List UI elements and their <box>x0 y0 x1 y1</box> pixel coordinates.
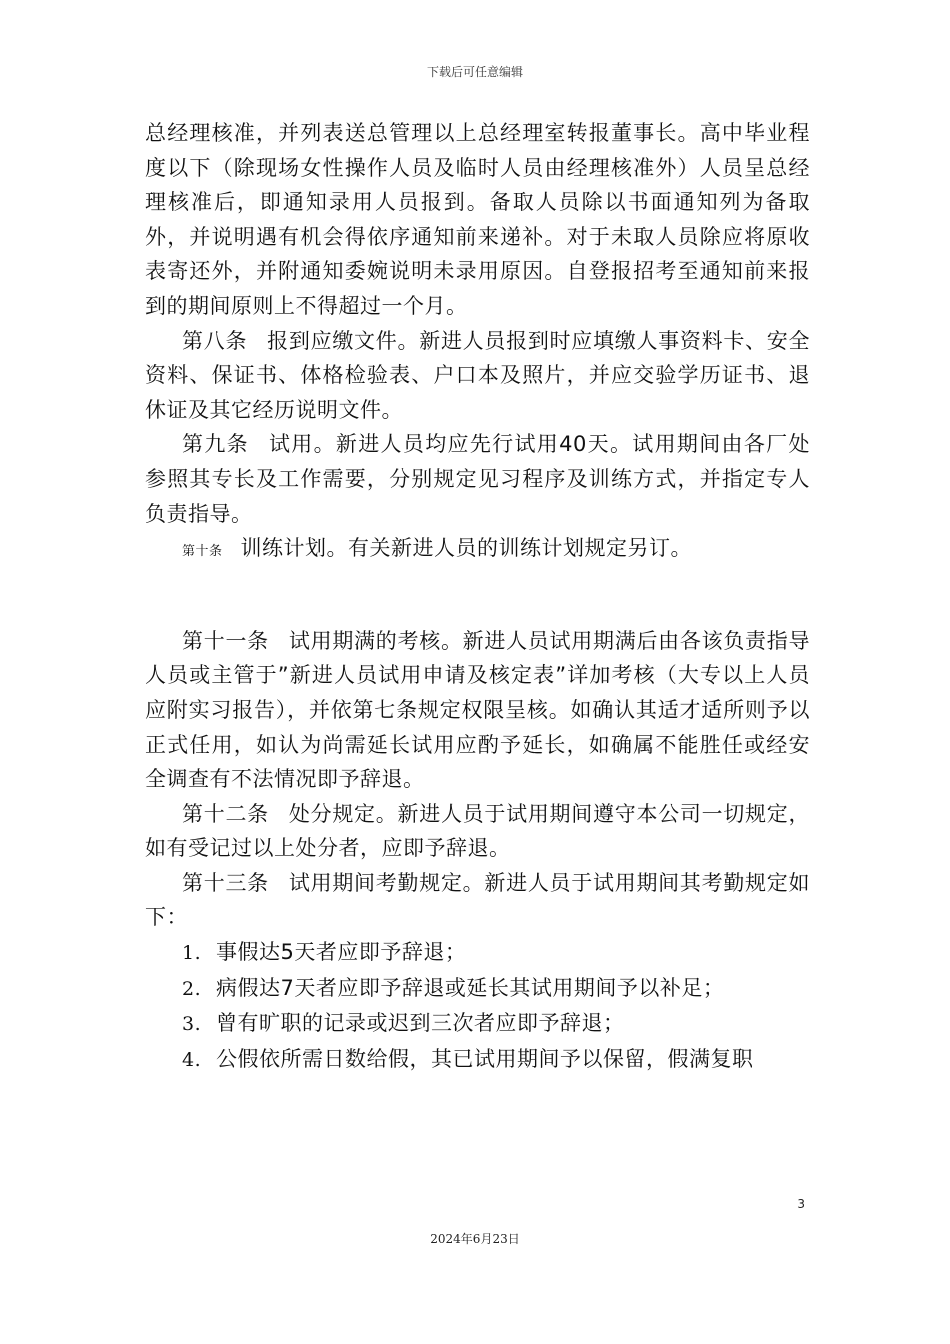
list-item-number: 2. <box>182 977 202 1000</box>
list-item-number: 3. <box>182 1013 202 1036</box>
document-body <box>145 116 810 1077</box>
footer-date: 2024年6月23日 <box>430 1232 520 1246</box>
list-item <box>145 935 810 971</box>
list-item-text: 公假依所需日数给假，其已试用期间予以保留，假满复职 <box>216 1046 754 1071</box>
article-9 <box>145 427 810 531</box>
article-12-label: 第十二条 <box>182 801 269 826</box>
article-13-label: 第十三条 <box>182 870 269 895</box>
article-8 <box>145 324 810 428</box>
article-11 <box>145 624 810 797</box>
paragraph-continuation: 总经理核准，并列表送总管理以上总经理室转报董事长。高中毕业程度以下（除现场女性操作人员及临时人员由经理核准外）人员呈总经理核准后，即通知录用人员报到。备取人员除以书面通知列为备取外，并说明遇有机会得依序通知前来递补。对于未取人员除应将原收表寄还外，并附通知委婉说明未录用原因。自登报招考至通知前来报到的期间原则上不得超过一个月。 <box>145 121 810 318</box>
article-12 <box>145 797 810 866</box>
list-item-text: 病假达7天者应即予辞退或延长其试用期间予以补足； <box>216 975 725 1000</box>
page-header: 下载后可任意编辑 <box>426 65 523 79</box>
article-9-label: 第九条 <box>182 432 249 457</box>
article-10-label: 第十条 <box>182 544 223 560</box>
list-item <box>145 1042 810 1078</box>
article-11-label: 第十一条 <box>182 628 269 653</box>
article-12-text: 处分规定。新进人员于试用期间遵守本公司一切规定，如有受记过以上处分者，应即予辞退。 <box>145 801 810 861</box>
list-item-number: 1. <box>182 942 202 965</box>
article-10 <box>145 531 810 570</box>
article-11-text: 试用期满的考核。新进人员试用期满后由各该负责指导人员或主管于”新进人员试用申请及核定表”详加考核（大专以上人员应附实习报告），并依第七条规定权限呈核。如确认其适才适所则予以正式任用，如认为尚需延长试用应酌予延长，如确属不能胜任或经安全调查有不法情况即予辞退。 <box>145 628 810 792</box>
article-13-text: 试用期间考勤规定。新进人员于试用期间其考勤规定如下： <box>145 870 810 930</box>
article-9-text: 试用。新进人员均应先行试用40天。试用期间由各厂处参照其专长及工作需要，分别规定见习程序及训练方式，并指定专人负责指导。 <box>145 432 811 526</box>
article-8-text: 报到应缴文件。新进人员报到时应填缴人事资料卡、安全资料、保证书、体格检验表、户口本及照片，并应交验学历证书、退休证及其它经历说明文件。 <box>145 328 811 422</box>
article-10-text: 训练计划。有关新进人员的训练计划规定另订。 <box>240 536 693 561</box>
list-item-number: 4. <box>182 1048 202 1071</box>
article-8-label: 第八条 <box>182 328 248 353</box>
list-item-text: 曾有旷职的记录或迟到三次者应即予辞退； <box>216 1011 625 1036</box>
attendance-rules-list <box>145 935 810 1077</box>
page-number: 3 <box>797 1197 805 1211</box>
list-item <box>145 1006 810 1042</box>
blank-spacing <box>145 570 810 624</box>
article-13 <box>145 866 810 935</box>
list-item-text: 事假达5天者应即予辞退； <box>216 940 467 965</box>
list-item <box>145 971 810 1007</box>
